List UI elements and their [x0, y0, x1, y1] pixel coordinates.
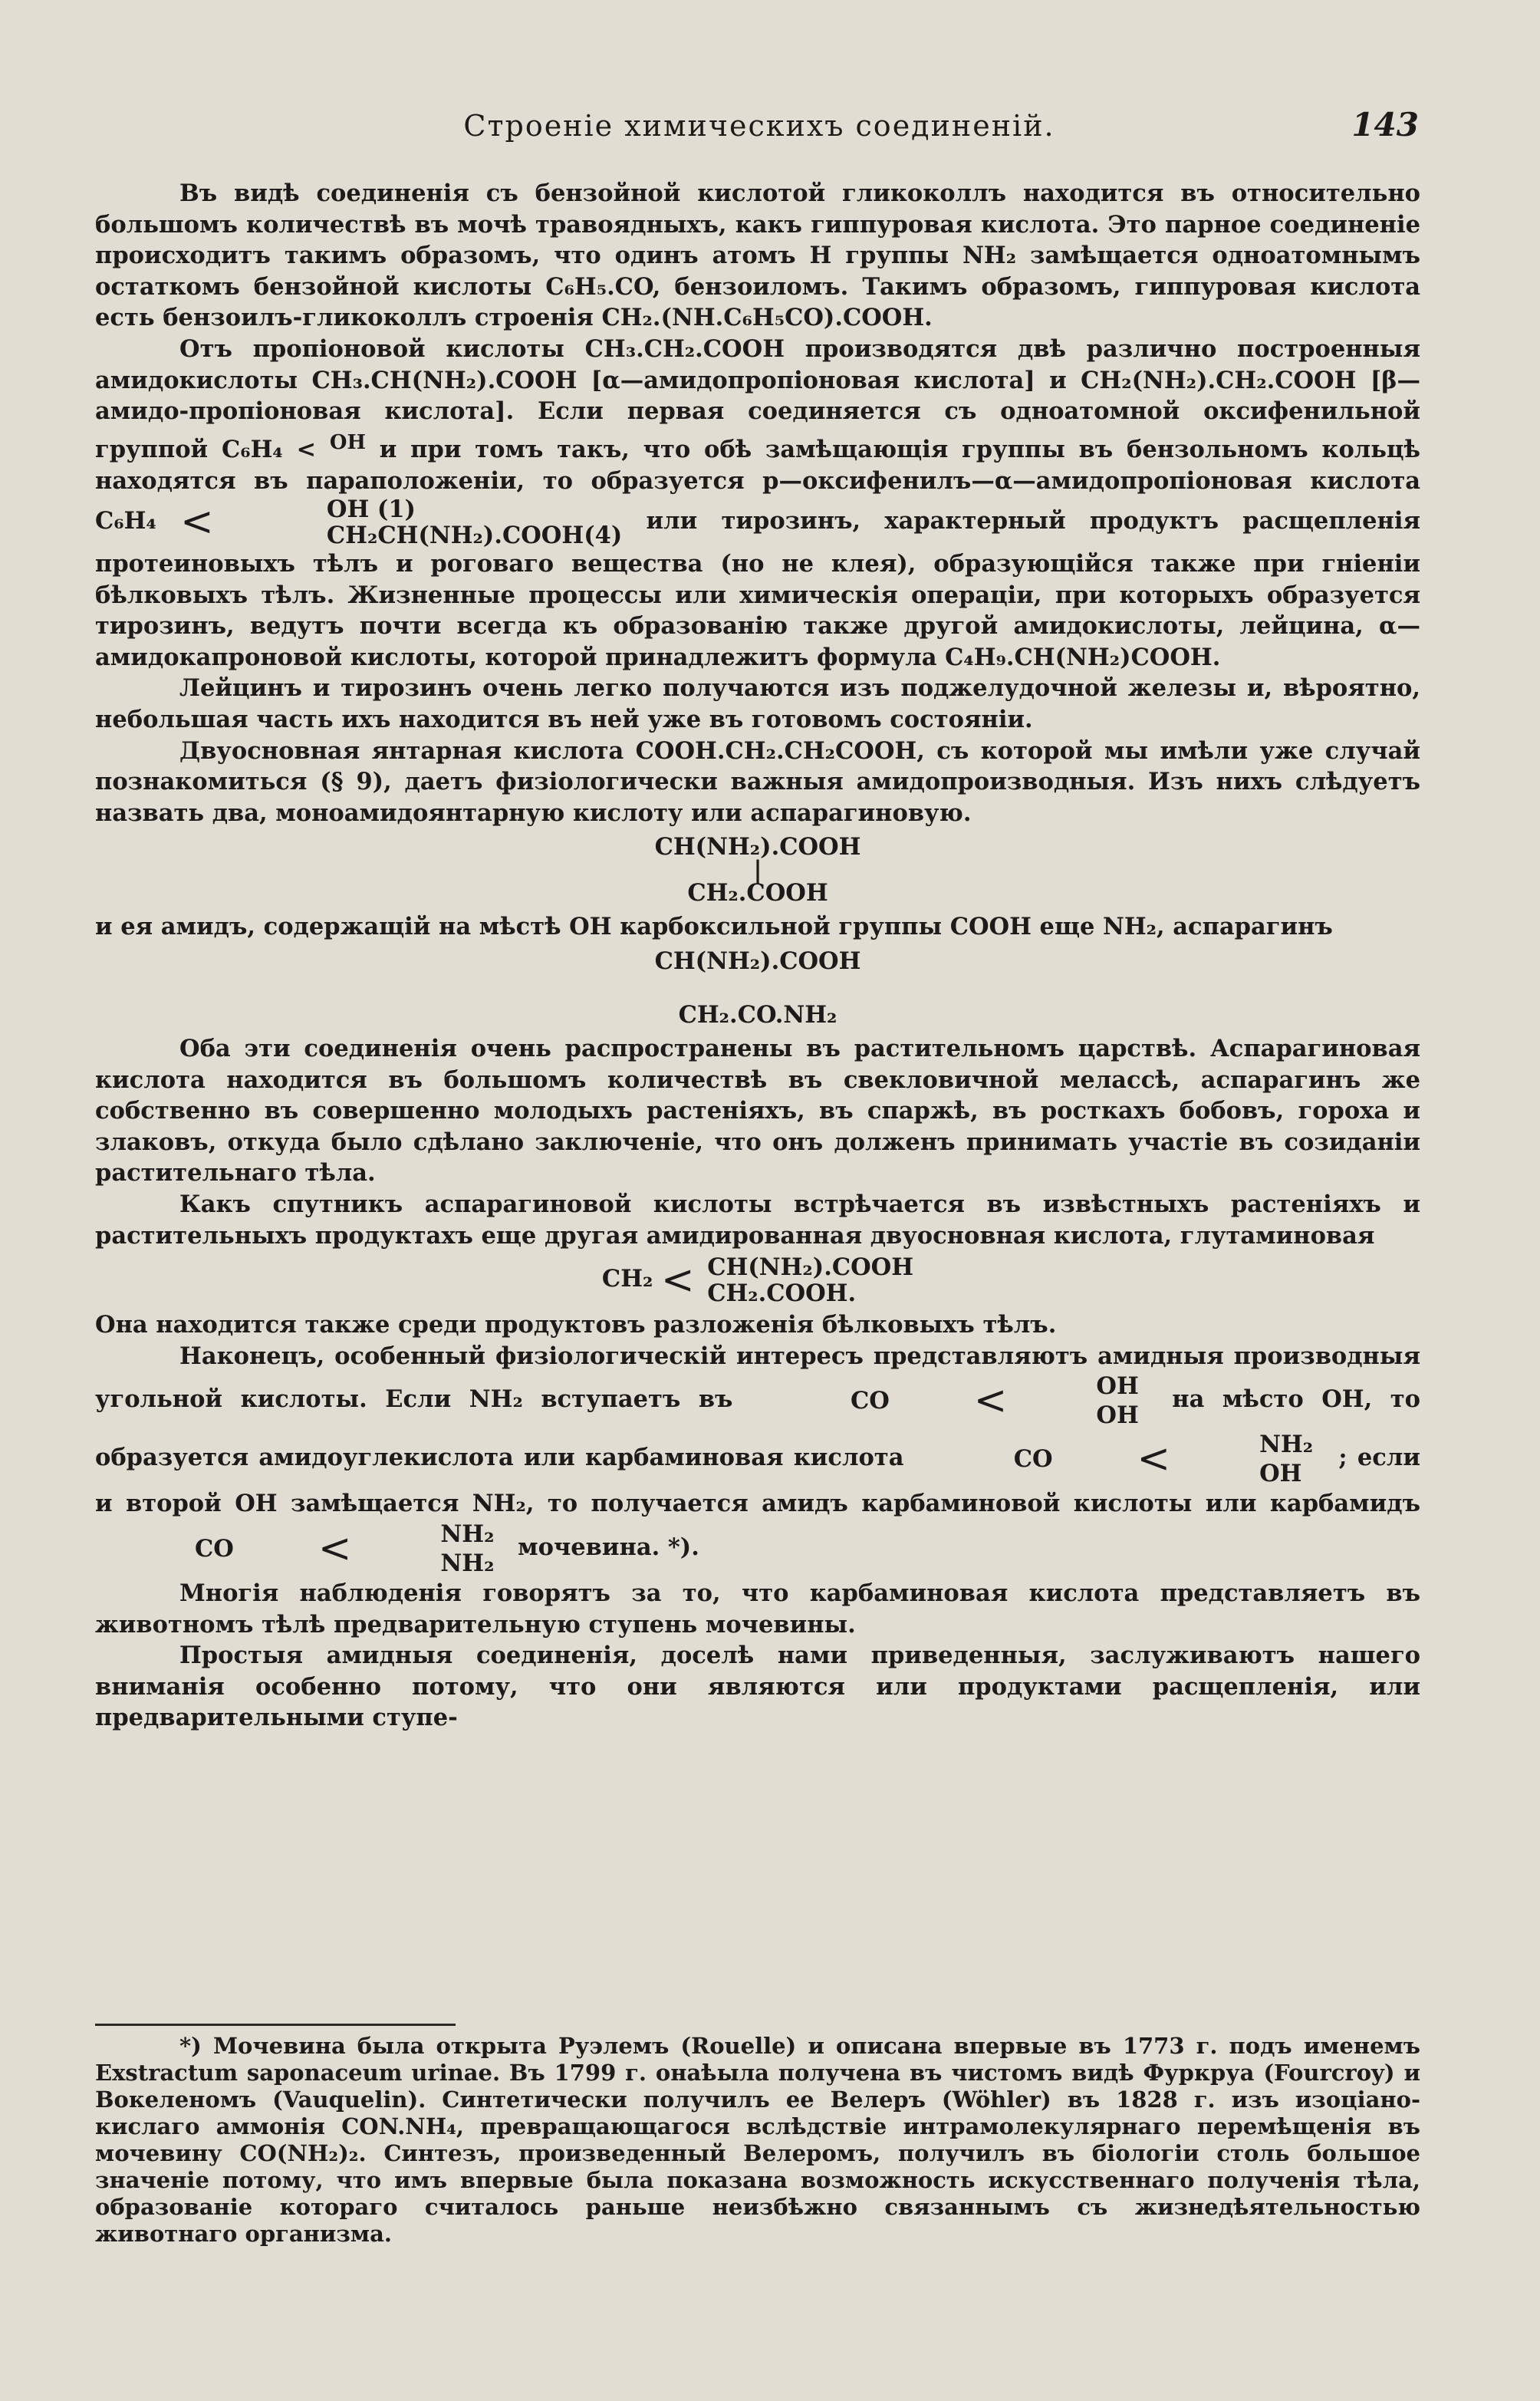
formula-branch — [1175, 1430, 1313, 1488]
urea-formula — [110, 1520, 494, 1578]
paragraph: Лейцинъ и тирозинъ очень легко получаются изъ поджелудочной железы и, вѣроятно, небольшая часть ихъ находится въ ней уже въ готовомъ состояніи. — [95, 674, 1420, 734]
carbamic-acid-formula — [930, 1430, 1313, 1488]
branch-top: CH(NH₂).COOH — [707, 1253, 914, 1282]
formula-line: CH₂.COOH — [687, 879, 828, 907]
branch-bottom: CH₂.COOH. — [707, 1280, 857, 1308]
paragraph: и ея амидъ, содержащій на мѣстѣ OH карбоксильной группы COOH еще NH₂, аспарагинъ — [95, 913, 1333, 941]
branch-top: NH₂ — [440, 1520, 495, 1548]
running-header — [100, 106, 1419, 149]
paragraph: Въ видѣ соединенія съ бензойной кислотой гликоколлъ находится въ относительно большомъ количествѣ въ мочѣ травоядныхъ, какъ гиппуровая кислота. Это парное соединеніе происходитъ такимъ образомъ, что одинъ атомъ H группы NH₂ замѣщается одноатомнымъ остаткомъ бензойной кислоты C₆H₅.CO, бензоиломъ. Такимъ образомъ, гиппуровая кислота есть бензоилъ-гликоколлъ строенія CH₂.(NH.C₆H₅CO).COOH. — [95, 179, 1420, 332]
footnote — [95, 2033, 1420, 2248]
formula-branch — [707, 1254, 913, 1306]
paragraph-text: ; если и второй OH замѣщается NH₂, то получается амидъ карбаминовой кислоты или карбамидъ — [95, 1444, 1420, 1518]
formula-co: CO — [850, 1387, 890, 1415]
oxyphenyl-oh: OH — [329, 430, 366, 454]
formula-line: CH(NH₂).COOH — [654, 947, 861, 976]
main-text — [95, 178, 1420, 1734]
aspartic-acid-formula — [95, 832, 1420, 908]
formula-bond: | — [753, 856, 762, 884]
paragraph: Она находится также среди продуктовъ разложенія бѣлковыхъ тѣлъ. — [95, 1311, 1057, 1339]
paragraph-text: Отъ пропіоновой кислоты CH₃.CH₂.COOH производятся двѣ различно построенныя амидокислоты CH₃.CH(NH₂).COOH [α—амидопропіоновая кислота] и CH₂(NH₂).CH₂.COOH [β—амидо-пропіоновая кислота]. Если первая соединяется съ одноатомной оксифенильной группой C₆H₄ < — [95, 334, 1420, 463]
paragraph — [95, 334, 1420, 674]
paragraph-text: или тирозинъ, характерный продуктъ расщепленія протеиновыхъ тѣлъ и роговаго вещества (но не клея), образующійся также при гніеніи бѣлковыхъ тѣлъ. Жизненные процессы или химическія операціи, при которыхъ образуется тирозинъ, ведутъ почти всегда къ образованію также другой амидокислоты, лейцина, α—амидокапроновой кислоты, которой принадлежитъ формула C₄H₉.CH(NH₂)COOH. — [95, 507, 1420, 671]
branch-symbol: < — [318, 1525, 352, 1572]
footnote-rule — [95, 2024, 456, 2026]
branch-top: OH (1) — [326, 496, 416, 524]
paragraph-text: мочевина. *). — [518, 1533, 699, 1561]
paragraph — [95, 1341, 1420, 1578]
paragraph: Какъ спутникъ аспарагиновой кислоты встрѣчается въ извѣстныхъ растеніяхъ и растительныхъ продуктахъ еще другая амидированная двуосновная кислота, глутаминовая — [95, 1191, 1420, 1250]
formula-left: CH₂ — [601, 1265, 653, 1293]
chapter-title: Строеніе химическихъ соединеній. — [463, 109, 1055, 143]
branch-bottom: NH₂ — [440, 1549, 495, 1577]
paragraph: Многія наблюденія говорятъ за то, что карбаминовая кислота представляетъ въ животномъ тѣлѣ предварительную ступень мочевины. — [95, 1579, 1420, 1639]
branch-bottom: OH — [1259, 1460, 1302, 1488]
branch-top: OH — [1096, 1372, 1139, 1401]
paragraph-text: и при томъ такъ, что обѣ замѣщающія группы въ бензольномъ кольцѣ находятся въ параположеніи, то образуется p—оксифенилъ—α—амидопропіоновая кислота C₆H₄ — [95, 435, 1420, 535]
page-number: 143 — [1351, 106, 1419, 143]
paragraph-text: Наконецъ, особенный физіологическій интересъ представляютъ амидныя производныя угольной кислоты. Если NH₂ вступаетъ въ — [95, 1342, 1420, 1414]
glutamic-acid-formula — [95, 1254, 1420, 1306]
branch-bottom: OH — [1096, 1401, 1139, 1430]
branch-symbol: < — [1137, 1436, 1171, 1483]
carbonic-acid-formula — [766, 1372, 1139, 1430]
branch-symbol: < — [661, 1257, 695, 1304]
formula-line: CH₂.CO.NH₂ — [678, 1001, 837, 1029]
footnote-text: *) Мочевина была открыта Руэлемъ (Rouelle) и описана впервые въ 1773 г. подъ именемъ Exstractum saponaceum urinae. Въ 1799 г. онаѣыла получена въ чистомъ видѣ Фуркруа (Fourcroy) и Вокеленомъ (Vauquelin). Синтетически получилъ ее Велеръ (Wöhler) въ 1828 г. изъ изоціано-кислаго аммонія CON.NH₄, превращающагося вслѣдствіе интрамолекулярнаго перемѣщенія въ мочевину CO(NH₂)₂. Синтезъ, произведенный Велеромъ, получилъ въ біологіи столь большое значеніе потому, что имъ впервые была показана возможность искусственнаго полученія тѣла, образованіе котораго считалось раньше неизбѣжно связаннымъ съ жизнедѣятельностью животнаго организма. — [95, 2033, 1420, 2247]
paragraph-text: на мѣсто OH, то образуется амидоуглекислота или карбаминовая кислота — [95, 1385, 1420, 1472]
branch-symbol: < — [973, 1378, 1008, 1424]
branch-symbol: < — [180, 499, 214, 545]
paragraph: Двуосновная янтарная кислота COOH.CH₂.CH₂COOH, съ которой мы имѣли уже случай познакомиться (§ 9), даетъ физіологически важныя амидопроизводныя. Изъ нихъ слѣдуетъ назвать два, моноамидоянтарную кислоту или аспарагиновую. — [95, 736, 1420, 827]
formula-co: CO — [1013, 1445, 1053, 1474]
formula-co: CO — [195, 1534, 234, 1563]
paragraph: Простыя амидныя соединенія, доселѣ нами приведенныя, заслуживаютъ нашего вниманія особенно потому, что они являются или продуктами расщепленія, или предварительными ступе- — [95, 1642, 1420, 1732]
formula-branch — [356, 1520, 494, 1578]
asparagine-formula — [95, 946, 1420, 1030]
formula-line: CH(NH₂).COOH — [654, 833, 861, 861]
formula-branch — [1012, 1372, 1138, 1430]
formula-spacer — [95, 977, 1420, 1000]
paragraph: Оба эти соединенія очень распространены въ растительномъ царствѣ. Аспарагиновая кислота находится въ большомъ количествѣ въ свекловичной мелассѣ, аспарагинъ же собственно въ совершенно молодыхъ растеніяхъ, въ спаржѣ, въ росткахъ бобовъ, гороха и злаковъ, откуда было сдѣлано заключеніе, что онъ долженъ принимать участіе въ созиданіи растительнаго тѣла. — [95, 1035, 1420, 1187]
branch-bottom: CH₂CH(NH₂).COOH(4) — [326, 522, 623, 550]
tyrosine-branch — [242, 496, 622, 548]
branch-top: NH₂ — [1259, 1431, 1314, 1459]
